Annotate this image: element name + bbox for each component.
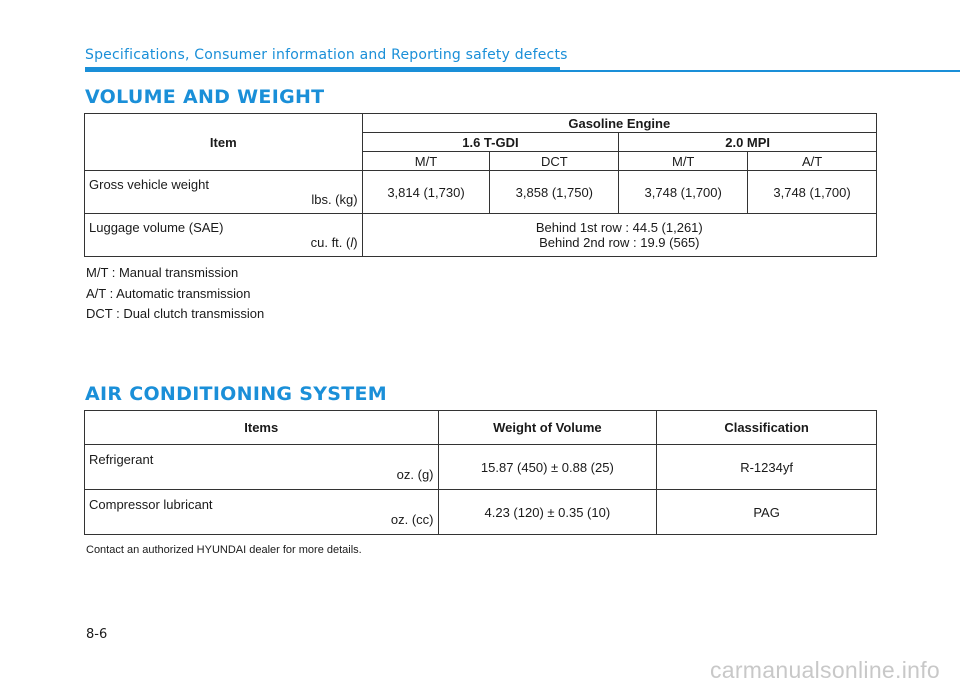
- note-dct: DCT : Dual clutch transmission: [86, 306, 265, 321]
- weight-cell: 4.23 (120) ± 0.35 (10): [438, 490, 657, 535]
- transmission-header: DCT: [490, 152, 619, 171]
- transmission-header: M/T: [362, 152, 490, 171]
- watermark: carmanualsonline.info: [709, 657, 940, 683]
- item-header: Item: [85, 114, 363, 171]
- note-at: A/T : Automatic transmission: [86, 286, 251, 301]
- row-label-cell: [85, 214, 363, 257]
- transmission-header: A/T: [748, 152, 877, 171]
- row-name: Compressor lubricant: [89, 497, 213, 512]
- table-row: [85, 171, 877, 214]
- row-label-cell: [85, 490, 439, 535]
- note-mt: M/T : Manual transmission: [86, 265, 239, 280]
- classification-cell: PAG: [657, 490, 877, 535]
- engine-1-6-tgdi: 1.6 T-GDI: [362, 133, 619, 152]
- value-cell: 3,814 (1,730): [362, 171, 490, 214]
- row-name: Refrigerant: [89, 452, 154, 467]
- page-number: 8-6: [86, 627, 108, 642]
- air-conditioning-table: [84, 410, 877, 535]
- transmission-header: M/T: [619, 152, 748, 171]
- weight-header: Weight of Volume: [438, 411, 657, 445]
- volume-weight-table: [84, 113, 877, 257]
- luggage-line-1: Behind 1st row : 44.5 (1,261): [535, 220, 703, 235]
- value-cell: 3,748 (1,700): [748, 171, 877, 214]
- section-header-title: Specifications, Consumer information and Reporting safety defects: [85, 47, 568, 63]
- classification-header: Classification: [657, 411, 877, 445]
- volume-weight-title: VOLUME AND WEIGHT: [85, 86, 325, 108]
- row-unit: oz. (g): [396, 467, 434, 482]
- weight-cell: 15.87 (450) ± 0.88 (25): [438, 445, 657, 490]
- table-row: [85, 490, 877, 535]
- engine-2-0-mpi: 2.0 MPI: [619, 133, 877, 152]
- luggage-line-2: Behind 2nd row : 19.9 (565): [539, 235, 700, 250]
- header-accent-line: [560, 70, 960, 72]
- row-label-cell: [85, 445, 439, 490]
- row-label-cell: [85, 171, 363, 214]
- row-unit: oz. (cc): [390, 512, 434, 527]
- classification-cell: R-1234yf: [657, 445, 877, 490]
- items-header: Items: [85, 411, 439, 445]
- air-conditioning-title: AIR CONDITIONING SYSTEM: [85, 383, 387, 405]
- value-cell: 3,748 (1,700): [619, 171, 748, 214]
- table-row: [85, 214, 877, 257]
- table-row: [85, 445, 877, 490]
- unit-italic: l: [350, 235, 354, 250]
- row-unit: lbs. (kg): [311, 192, 358, 207]
- unit-prefix: cu. ft. (: [310, 235, 351, 250]
- luggage-volume-cell: [362, 214, 876, 257]
- engine-header: Gasoline Engine: [362, 114, 876, 133]
- unit-suffix: ): [353, 235, 358, 250]
- value-cell: 3,858 (1,750): [490, 171, 619, 214]
- dealer-note: Contact an authorized HYUNDAI dealer for more details.: [86, 544, 362, 556]
- row-name: Luggage volume (SAE): [89, 220, 224, 235]
- row-unit: [89, 235, 358, 250]
- header-accent-bar: [85, 67, 560, 72]
- row-name: Gross vehicle weight: [89, 177, 209, 192]
